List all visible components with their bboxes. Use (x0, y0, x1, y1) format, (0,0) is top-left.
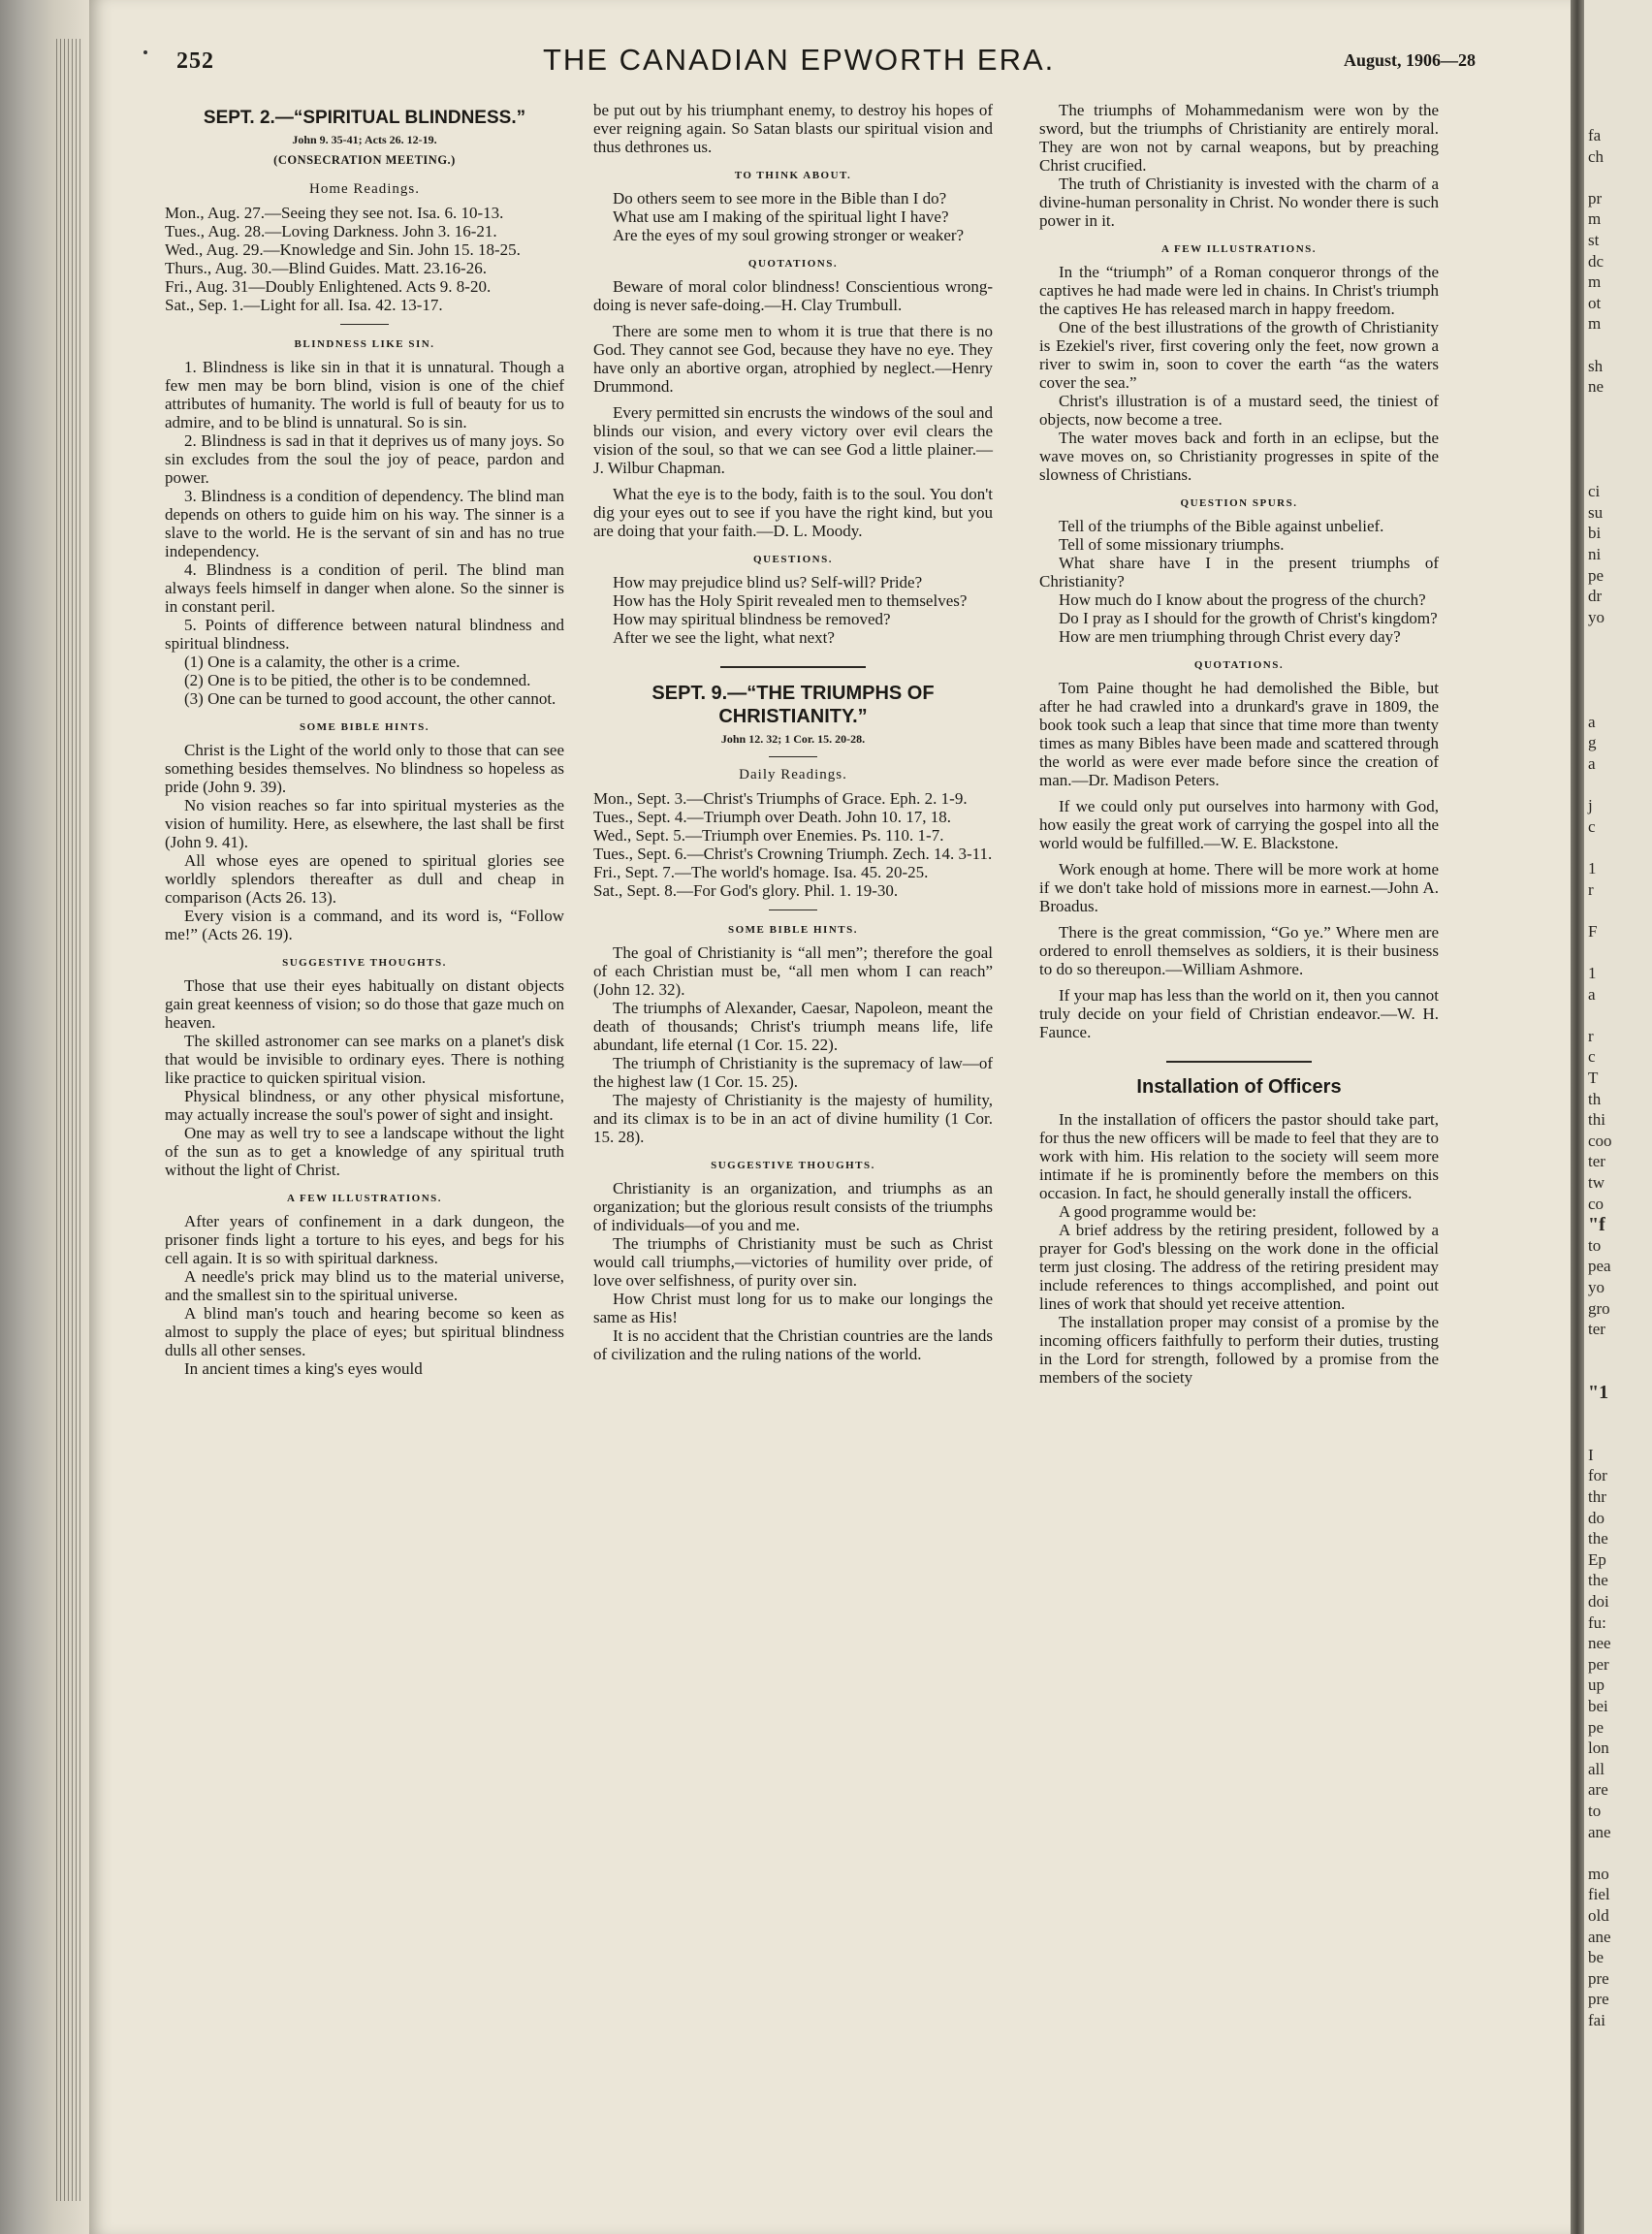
gutter (1571, 0, 1584, 2234)
edge-text-fragment: m (1588, 314, 1602, 334)
edge-text-fragment: r (1588, 1026, 1594, 1045)
edge-text-fragment: are (1588, 1780, 1608, 1800)
paragraph: A brief address by the retiring president, followed by a prayer for God's blessing on the work done in the official term just closing. The address of the retiring president may include references to things accomplished, and point out lines of work that should yet receive attention. (1039, 1221, 1439, 1313)
section-heading: QUOTATIONS. (747, 258, 839, 270)
paragraph: Every vision is a command, and its word is, “Follow me!” (Acts 26. 19). (165, 907, 564, 943)
paragraph: Tom Paine thought he had demolished the Bible, but after he had crawled into a drunkard's grave in 1809, the book took such a leap that since that time more than twenty times as many Bibles have been made and scattered through the world as were ever made before since the creation of man.—Dr. Madison Peters. (1039, 679, 1439, 789)
paragraph: The water moves back and forth in an eclipse, but the wave moves on, so Christianity progresses in spite of the slowness of Christians. (1039, 429, 1439, 484)
scripture-refs: John 9. 35-41; Acts 26. 12-19. (292, 133, 437, 146)
paragraph: Tell of the triumphs of the Bible against unbelief. (1059, 517, 1384, 535)
edge-text-fragment: "f (1588, 1214, 1605, 1236)
reading-item: Tues., Aug. 28.—Loving Darkness. John 3. 16-21. (165, 222, 497, 240)
paragraph: The skilled astronomer can see marks on a planet's disk that would be invisible to ordinary eyes. There is nothing like practice to quicken spiritual vision. (165, 1032, 564, 1087)
edge-text-fragment: fa (1588, 126, 1602, 144)
edge-text-fragment: to (1588, 1235, 1602, 1255)
reading-item: Fri., Aug. 31—Doubly Enlightened. Acts 9. 8-20. (165, 277, 492, 296)
section-body (165, 976, 564, 1179)
edge-text-fragment: mo (1588, 1864, 1609, 1883)
paragraph: Tell of some missionary triumphs. (1059, 535, 1285, 554)
issue-date: August, 1906—28 (1343, 50, 1476, 70)
section-body (165, 741, 564, 943)
paragraph: In the installation of officers the pastor should take part, for thus the new officers will be made to feel that they are to work with him. His relation to the society will seem more intimate if he is prominently before the members on this occasion. In fact, he should generally install the officers. (1039, 1110, 1439, 1202)
divider (340, 324, 389, 325)
edge-text-fragment: dr (1588, 587, 1603, 606)
paragraph: It is no accident that the Christian countries are the lands of civilization and the ruling nations of the world. (593, 1326, 993, 1363)
paragraph: (2) One is to be pitied, the other is to be condemned. (184, 671, 531, 689)
edge-text-fragment: th (1588, 1089, 1602, 1108)
edge-text-fragment: gro (1588, 1298, 1610, 1318)
section-heading: A FEW ILLUSTRATIONS. (286, 1193, 443, 1204)
paragraph: All whose eyes are opened to spiritual glories see worldly splendors thereafter as dull and cheap in comparison (Acts 26. 13). (165, 851, 564, 907)
reading-item: Wed., Aug. 29.—Knowledge and Sin. John 15. 18-25. (165, 240, 521, 259)
paragraph: No vision reaches so far into spiritual mysteries as the vision of humility. Here, as elsewhere, the last shall be first (John 9. 41). (165, 796, 564, 851)
edge-text-fragment: yo (1588, 607, 1604, 626)
readings-list (165, 204, 564, 314)
edge-text-fragment: pre (1588, 1968, 1609, 1988)
paragraph: One may as well try to see a landscape without the light of the sun as to get a knowledge of any spiritual truth without the light of Christ. (165, 1124, 564, 1179)
reading-item: Wed., Sept. 5.—Triumph over Enemies. Ps. 110. 1-7. (593, 826, 944, 845)
edge-text-fragment: m (1588, 209, 1602, 229)
paragraph: There is the great commission, “Go ye.” Where men are ordered to enroll themselves as soldiers, it is their business to do so thereupon.—William Ashmore. (1039, 923, 1439, 978)
edge-text-fragment: st (1588, 231, 1600, 249)
paragraph: If your map has less than the world on it, then you cannot truly decide on your field of Christian endeavor.—W. H. Faunce. (1039, 986, 1439, 1041)
paragraph: In the “triumph” of a Roman conqueror throngs of the captives he had made were led in chains. In Christ's triumph the captives He has released march in happy freedom. (1039, 263, 1439, 318)
edge-text-fragment: dc (1588, 251, 1604, 271)
paragraph: What use am I making of the spiritual light I have? (613, 207, 949, 226)
edge-text-fragment: pea (1588, 1257, 1611, 1276)
page-number: 252 (176, 48, 214, 74)
paragraph: How may spiritual blindness be removed? (613, 610, 891, 628)
section-body (593, 573, 993, 647)
paragraph: What the eye is to the body, faith is to the soul. You don't dig your eyes out to see if you have the right kind, but you are doing that your faith.—D. L. Moody. (593, 485, 993, 540)
section-heading: SOME BIBLE HINTS. (727, 924, 858, 936)
paragraph: How are men triumphing through Christ every day? (1059, 627, 1401, 646)
edge-text-fragment: coo (1588, 1131, 1612, 1150)
edge-text-fragment: do (1588, 1508, 1604, 1527)
edge-text-fragment: co (1588, 1194, 1604, 1213)
paragraph: Do others seem to see more in the Bible than I do? (613, 189, 947, 207)
edge-text-fragment: fu: (1588, 1612, 1606, 1632)
reading-item: Sat., Sep. 1.—Light for all. Isa. 42. 13-17. (165, 296, 443, 314)
divider (1166, 1061, 1312, 1063)
paragraph: Do I pray as I should for the growth of Christ's kingdom? (1059, 609, 1438, 627)
edge-text-fragment: nee (1588, 1634, 1611, 1653)
edge-text-fragment: the (1588, 1529, 1608, 1548)
paragraph: The truth of Christianity is invested with the charm of a divine-human personality in Christ. No wonder there is such power in it. (1039, 175, 1439, 230)
edge-text-fragment: bi (1588, 524, 1602, 543)
edge-text-fragment: g (1588, 733, 1597, 752)
edge-text-fragment: all (1588, 1759, 1604, 1778)
print-speck (143, 50, 147, 54)
paragraph: A blind man's touch and hearing become so keen as almost to supply the place of eyes; but spiritual blindness dulls all other senses. (165, 1304, 564, 1359)
section-heading: QUESTIONS. (753, 554, 833, 565)
edge-text-fragment: I (1588, 1445, 1594, 1464)
paragraph: In ancient times a king's eyes would (184, 1359, 423, 1378)
edge-text-fragment: "1 (1588, 1382, 1609, 1403)
reading-item: Tues., Sept. 4.—Triumph over Death. John 10. 17, 18. (593, 808, 951, 826)
edge-text-fragment: to (1588, 1802, 1602, 1820)
edge-text-fragment: thi (1588, 1110, 1605, 1130)
paragraph: How much do I know about the progress of the church? (1059, 590, 1426, 609)
edge-text-fragment: fiel (1588, 1885, 1610, 1904)
edge-text-fragment: bei (1588, 1697, 1608, 1715)
edge-text-fragment: r (1588, 879, 1594, 899)
section-body (593, 189, 993, 244)
edge-text-fragment: su (1588, 502, 1604, 522)
reading-item: Mon., Sept. 3.—Christ's Triumphs of Grace. Eph. 2. 1-9. (593, 789, 968, 808)
paragraph: Christianity is an organization, and triumphs as an organization; but the glorious result consists of the triumphs of individuals—of you and me. (593, 1179, 993, 1234)
divider (720, 666, 866, 668)
edge-text-fragment: T (1588, 1069, 1599, 1087)
paragraph: 1. Blindness is like sin in that it is unnatural. Though a few men may be born blind, vision is one of the chief attributes of humanity. The world is full of beauty for us to admire, and to be blind is unnatural. So is sin. (165, 358, 564, 431)
paragraph: be put out by his triumphant enemy, to destroy his hopes of ever reigning again. So Satan blasts our spiritual vision and thus dethrones us. (593, 101, 993, 156)
edge-text-fragment: ter (1588, 1152, 1605, 1171)
running-header (176, 43, 1476, 85)
section-body (165, 1212, 564, 1378)
edge-text-fragment: a (1588, 984, 1596, 1004)
paragraph: One of the best illustrations of the growth of Christianity is Ezekiel's river, first covering only the feet, now grown a river to swim in, soon to cover the earth “as the waters cover the sea.” (1039, 318, 1439, 392)
paragraph: Christ is the Light of the world only to those that can see something besides themselves. No blindness so hopeless as pride (John 9. 39). (165, 741, 564, 796)
paragraph: How has the Holy Spirit revealed men to themselves? (613, 591, 968, 610)
edge-text-fragment: ne (1588, 377, 1604, 397)
edge-text-fragment: ci (1588, 482, 1601, 501)
paragraph: The majesty of Christianity is the majesty of humility, and its climax is to be in an act of divine humility (1 Cor. 15. 28). (593, 1091, 993, 1146)
edge-text-fragment: yo (1588, 1278, 1604, 1296)
paragraph: The triumphs of Christianity must be such as Christ would call triumphs,—victories of humility over pride, of love over selfishness, of purity over sin. (593, 1234, 993, 1290)
edge-text-fragment: j (1588, 796, 1593, 815)
section-heading: A FEW ILLUSTRATIONS. (1160, 243, 1318, 255)
column-3 (1039, 101, 1439, 1387)
lesson-title: SEPT. 9.—“THE TRIUMPHS OF CHRISTIANITY.” (651, 683, 935, 727)
paragraph: A needle's prick may blind us to the material universe, and the smallest sin to the spiritual universe. (165, 1267, 564, 1304)
section-body (1039, 101, 1439, 230)
meeting-subtitle: (CONSECRATION MEETING.) (273, 153, 456, 167)
paragraph: What share have I in the present triumphs of Christianity? (1039, 554, 1439, 590)
paragraph: 5. Points of difference between natural blindness and spiritual blindness. (165, 616, 564, 653)
edge-text-fragment: pre (1588, 1990, 1609, 2009)
section-body (1039, 263, 1439, 484)
edge-text-fragment: pe (1588, 1717, 1604, 1737)
edge-text-fragment: m (1588, 272, 1602, 292)
reading-item: Fri., Sept. 7.—The world's homage. Isa. 45. 20-25. (593, 863, 929, 881)
section-heading: TO THINK ABOUT. (734, 170, 852, 181)
section-heading: BLINDNESS LIKE SIN. (294, 338, 435, 350)
section-body (165, 358, 564, 708)
readings-heading: Daily Readings. (739, 767, 847, 782)
edge-text-fragment: F (1588, 921, 1598, 941)
edge-text-fragment: ane (1588, 1927, 1611, 1946)
edge-text-fragment: ot (1588, 293, 1602, 312)
section-heading: SOME BIBLE HINTS. (299, 721, 429, 733)
section-body (593, 1179, 993, 1363)
paragraph: (3) One can be turned to good account, the other cannot. (184, 689, 556, 708)
edge-text-fragment: ter (1588, 1320, 1605, 1339)
divider (769, 756, 817, 757)
paragraph: Are the eyes of my soul growing stronger or weaker? (613, 226, 965, 244)
edge-text-fragment: Ep (1588, 1549, 1606, 1569)
edge-text-fragment: doi (1588, 1592, 1609, 1611)
edge-text-fragment: tw (1588, 1173, 1604, 1192)
paragraph: The triumph of Christianity is the supremacy of law—of the highest law (1 Cor. 15. 25). (593, 1054, 993, 1091)
section-body (1039, 679, 1439, 1041)
reading-item: Mon., Aug. 27.—Seeing they see not. Isa. 6. 10-13. (165, 204, 504, 222)
edge-text-fragment: be (1588, 1948, 1604, 1967)
book-binding (0, 0, 89, 2234)
edge-text-fragment: a (1588, 754, 1596, 773)
readings-heading: Home Readings. (309, 181, 420, 197)
section-body (593, 943, 993, 1146)
reading-item: Thurs., Aug. 30.—Blind Guides. Matt. 23.16-26. (165, 259, 487, 277)
edge-text-fragment: old (1588, 1906, 1609, 1925)
journal-title: THE CANADIAN EPWORTH ERA. (543, 43, 1056, 77)
paragraph: After years of confinement in a dark dungeon, the prisoner finds light a torture to his eyes, and begs for his cell again. It is so with spiritual darkness. (165, 1212, 564, 1267)
page-edges (56, 39, 83, 2201)
edge-text-fragment: ane (1588, 1822, 1611, 1841)
paragraph: Beware of moral color blindness! Conscientious wrong-doing is never safe-doing.—H. Clay Trumbull. (593, 277, 993, 314)
paragraph: 4. Blindness is a condition of peril. The blind man always feels himself in danger when alone. So the sinner is in constant peril. (165, 560, 564, 616)
section-body (1039, 517, 1439, 646)
lesson-title: SEPT. 2.—“SPIRITUAL BLINDNESS.” (203, 108, 526, 128)
paragraph: 3. Blindness is a condition of dependency. The blind man depends on others to guide him on his way. The sinner is a slave to the world. He is the servant of sin and has no true independency. (165, 487, 564, 560)
edge-text-fragment: lon (1588, 1739, 1609, 1758)
paragraph: Those that use their eyes habitually on distant objects gain great keenness of vision; so do those that gaze much on heaven. (165, 976, 564, 1032)
section-body (593, 101, 993, 156)
paragraph: The installation proper may consist of a promise by the incoming officers faithfully to perform their duties, trusting in the Lord for strength, followed by a promise from the members of the society (1039, 1313, 1439, 1387)
edge-text-fragment: for (1588, 1466, 1607, 1485)
column-2 (593, 101, 993, 1363)
paragraph: If we could only put ourselves into harmony with God, how easily the great work of carrying the gospel into all the world would be fulfilled.—W. E. Blackstone. (1039, 797, 1439, 852)
paragraph: How may prejudice blind us? Self-will? Pride? (613, 573, 923, 591)
edge-text-fragment: c (1588, 1047, 1596, 1067)
edge-text-fragment: ch (1588, 146, 1604, 166)
edge-text-fragment: pe (1588, 565, 1604, 585)
section-body (1039, 1110, 1439, 1387)
readings-list (593, 789, 993, 900)
article-title: Installation of Officers (1136, 1076, 1342, 1098)
paragraph: The triumphs of Alexander, Caesar, Napoleon, meant the death of thousands; Christ's triumph means life, life abundant, life eternal (1 Cor. 15. 22). (593, 999, 993, 1054)
section-body (593, 277, 993, 540)
edge-text-fragment: ni (1588, 545, 1602, 563)
column-1 (165, 101, 564, 1378)
edge-text-fragment: a (1588, 712, 1596, 731)
edge-text-fragment: 1 (1588, 964, 1597, 982)
edge-text-fragment: per (1588, 1654, 1609, 1674)
paragraph: A good programme would be: (1059, 1202, 1256, 1221)
reading-item: Tues., Sept. 6.—Christ's Crowning Triumph. Zech. 14. 3-11. (593, 845, 993, 863)
paragraph: (1) One is a calamity, the other is a crime. (184, 653, 461, 671)
reading-item: Sat., Sept. 8.—For God's glory. Phil. 1. 19-30. (593, 881, 899, 900)
section-heading: SUGGESTIVE THOUGHTS. (711, 1160, 875, 1171)
edge-text-fragment: sh (1588, 356, 1604, 375)
paragraph: Work enough at home. There will be more work at home if we don't take hold of missions more in earnest.—John A. Broadus. (1039, 860, 1439, 915)
edge-text-fragment: fai (1588, 2011, 1605, 2029)
paragraph: Christ's illustration is of a mustard seed, the tiniest of objects, now become a tree. (1039, 392, 1439, 429)
edge-text-fragment: pr (1588, 188, 1603, 207)
paragraph: Physical blindness, or any other physical misfortune, may actually increase the soul's power of sight and insight. (165, 1087, 564, 1124)
section-heading: SUGGESTIVE THOUGHTS. (282, 957, 447, 969)
section-heading: QUOTATIONS. (1193, 659, 1285, 671)
paragraph: How Christ must long for us to make our longings the same as His! (593, 1290, 993, 1326)
edge-text-fragment: 1 (1588, 859, 1597, 878)
scripture-refs: John 12. 32; 1 Cor. 15. 20-28. (720, 732, 866, 746)
edge-text-fragment: c (1588, 816, 1596, 836)
edge-text-fragment: the (1588, 1571, 1608, 1590)
paragraph: The goal of Christianity is “all men”; therefore the goal of each Christian must be, “all men whom I can reach” (John 12. 32). (593, 943, 993, 999)
paragraph: There are some men to whom it is true that there is no God. They cannot see God, because they have no eye. They have only an abortive organ, atrophied by neglect.—Henry Drummond. (593, 322, 993, 396)
paragraph: Every permitted sin encrusts the windows of the soul and blinds our vision, and every victory over evil clears the vision of the soul, so that we can see God a little plainer.—J. Wilbur Chapman. (593, 403, 993, 477)
edge-text-fragment: up (1588, 1676, 1604, 1695)
paragraph: 2. Blindness is sad in that it deprives us of many joys. So sin excludes from the soul the joy of peace, pardon and power. (165, 431, 564, 487)
paragraph: After we see the light, what next? (613, 628, 835, 647)
edge-text-fragment: thr (1588, 1487, 1606, 1506)
adjacent-page-edge (1584, 0, 1652, 2234)
paragraph: The triumphs of Mohammedanism were won by the sword, but the triumphs of Christianity are entirely moral. They are won not by carnal weapons, but by preaching Christ crucified. (1039, 101, 1439, 175)
section-heading: QUESTION SPURS. (1180, 497, 1298, 509)
